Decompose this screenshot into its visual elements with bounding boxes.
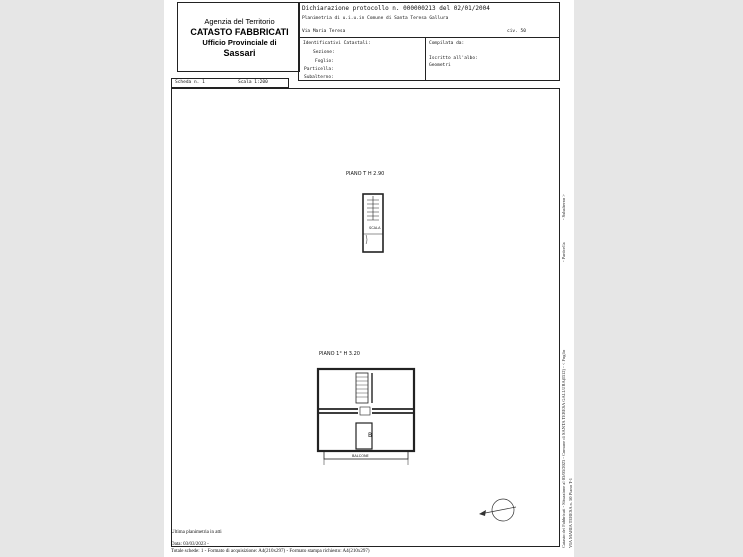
particella-label: Particella: [304, 67, 334, 72]
side-address-text: VIA MARIA TERESA n. 50 Piano T-1 [568, 477, 573, 548]
floor-first-label: PIANO 1° H 3.20 [319, 351, 360, 357]
scheda-box [171, 78, 289, 88]
agency-name: Agenzia del Territorio [204, 17, 275, 26]
agency-city: Sassari [223, 48, 256, 58]
compiled-box [425, 37, 560, 81]
stair-drawing [360, 190, 392, 260]
balcony-label: BALCONE [352, 454, 369, 458]
planimetry-text: Planimetria di u.i.u.in Comune di Santa Teresa Gallura [302, 16, 449, 21]
room-b-label: B [368, 432, 373, 439]
civic-number: civ. 50 [507, 29, 526, 34]
subalterno-label: Subalterno: [304, 75, 334, 80]
sezione-label: Sezione: [313, 50, 335, 55]
identifiers-title: Identificativi Catastali: [303, 41, 371, 46]
first-floor-plan [316, 367, 418, 467]
compiled-title: Compilata da: [429, 41, 465, 46]
agency-box [177, 2, 300, 72]
side-particella: - Particella [561, 242, 566, 262]
side-status-text: Catasto dei Fabbricati - Situazione al 03/03/2023 - Comune di SANTA TERESA GALLURA(I312) - < Foglio [561, 349, 566, 548]
cadastral-sheet [164, 0, 574, 557]
foglio-label: Foglio: [315, 59, 334, 64]
footer-totals: Totale schede: 1 - Formato di acquisizione: A4(210x297) - Formato stampa richiesto: A4(210x297) [171, 549, 370, 554]
floor-ground-label: PIANO T H 2.90 [346, 171, 385, 177]
scheda-scale: Scala 1:200 [238, 80, 268, 85]
scheda-number: Scheda n. 1 [175, 80, 205, 85]
header-info-box [298, 2, 560, 38]
declaration-text: Dichiarazione protocollo n. 000000213 del 02/01/2004 [302, 5, 490, 12]
agency-office: Ufficio Provinciale di [202, 38, 277, 47]
address-text: Via Maria Teresa [302, 29, 346, 34]
register-label: Iscritto all'albo: [429, 56, 478, 61]
footer-date: Data: 03/03/2023 - [171, 542, 209, 547]
agency-department: CATASTO FABBRICATI [190, 27, 289, 37]
footer-last-planimetry: Ultima planimetria in atti [171, 530, 222, 535]
north-arrow-icon [476, 497, 520, 523]
side-subalterno: - Subalterno > [561, 194, 566, 220]
identifiers-box [298, 37, 426, 81]
stair-label: SCALA [369, 226, 381, 230]
profession-label: Geometri [429, 63, 451, 68]
drawing-frame [171, 88, 560, 547]
